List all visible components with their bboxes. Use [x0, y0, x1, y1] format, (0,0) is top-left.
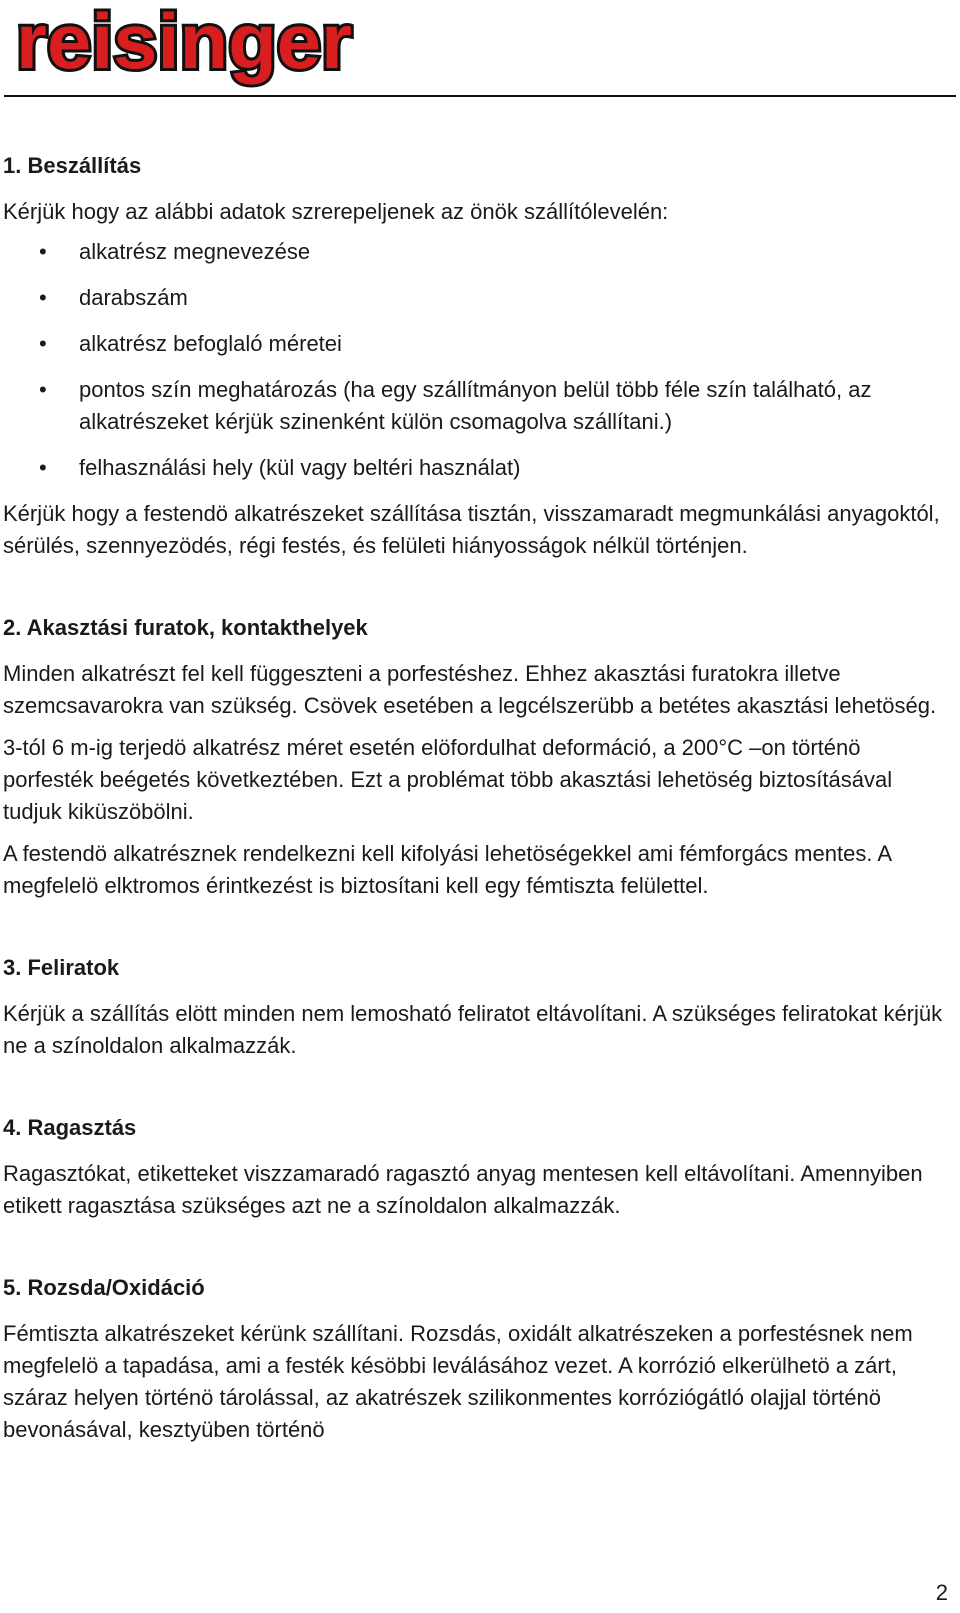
list-item: • pontos szín meghatározás (ha egy szállítmányon belül több féle szín található, az alkatrészeket kérjük szinenként külön csomagolva szállítani.): [39, 377, 872, 434]
section-heading: 1. Beszállítás: [3, 153, 142, 178]
reisinger-logo: [8, 2, 360, 94]
section-paragraph: Ragasztókat, etiketteket viszzamaradó ragasztó anyag mentesen kell eltávolítani. Amennyiben etikett ragasztása szükséges azt ne a színoldalon alkalmazzák.: [3, 1161, 923, 1218]
list-item: • felhasználási hely (kül vagy beltéri használat): [39, 455, 521, 480]
section-paragraph: Kérjük a szállítás elött minden nem lemosható feliratot eltávolítani. A szükséges feliratokat kérjük ne a színoldalon alkalmazzák.: [3, 1001, 943, 1058]
svg-text:reisinger: reisinger: [16, 2, 353, 85]
document-body: [3, 150, 953, 1496]
page-number: 2: [935, 1580, 948, 1605]
section-paragraph: 3-tól 6 m-ig terjedö alkatrész méret esetén elöfordulhat deformáció, a 200°C –on történö porfesték beégetés következtében. Ezt a problémat több akasztási lehetöség biztosításával tudjuk kiküszöbölni.: [3, 735, 893, 824]
section-intro: Kérjük hogy az alábbi adatok szrerepeljenek az önök szállítólevelén:: [3, 199, 669, 224]
section-heading: 3. Feliratok: [3, 955, 120, 980]
section-heading: 5. Rozsda/Oxidáció: [3, 1275, 205, 1300]
list-item: • alkatrész befoglaló méretei: [39, 331, 342, 356]
section-paragraph: Minden alkatrészt fel kell függeszteni a porfestéshez. Ehhez akasztási furatokra illetve szemcsavarokra van szükség. Csövek esetében a legcélszerübb a betétes akasztási lehetöség.: [3, 661, 937, 718]
section-delivery: [3, 150, 953, 562]
section-paragraph: Fémtiszta alkatrészeket kérünk szállítani. Rozsdás, oxidált alkatrészeken a porfestésnek nem megfelelö a tapadása, ami a festék késöbbi leválásához vezet. A korrózió elkerülhetö a zárt, száraz helyen történö tárolással, az akatrészek szilikonmentes korróziógátló olajjal történö bevonásával, kesztyüben történö: [3, 1321, 913, 1442]
section-rust: [3, 1272, 953, 1446]
section-hanging-holes: [3, 612, 953, 902]
section-heading: 4. Ragasztás: [3, 1115, 137, 1140]
section-paragraph: A festendö alkatrésznek rendelkezni kell kifolyási lehetöségekkel ami fémforgács mentes. A megfelelö elktromos érintkezést is biztosítani kell egy fémtiszta felülettel.: [3, 841, 891, 898]
bullet-list: [3, 236, 953, 484]
section-paragraph: Kérjük hogy a festendö alkatrészeket szállítása tisztán, visszamaradt megmunkálási anyagoktól, sérülés, szennyezödés, régi festés, és felületi hiányosságok nélkül történjen.: [3, 501, 940, 558]
section-labels: [3, 952, 953, 1062]
section-adhesive: [3, 1112, 953, 1222]
list-item: • darabszám: [39, 285, 188, 310]
header-divider: [4, 95, 956, 97]
page-header: [0, 0, 960, 98]
list-item: • alkatrész megnevezése: [39, 239, 311, 264]
section-heading: 2. Akasztási furatok, kontakthelyek: [3, 615, 368, 640]
